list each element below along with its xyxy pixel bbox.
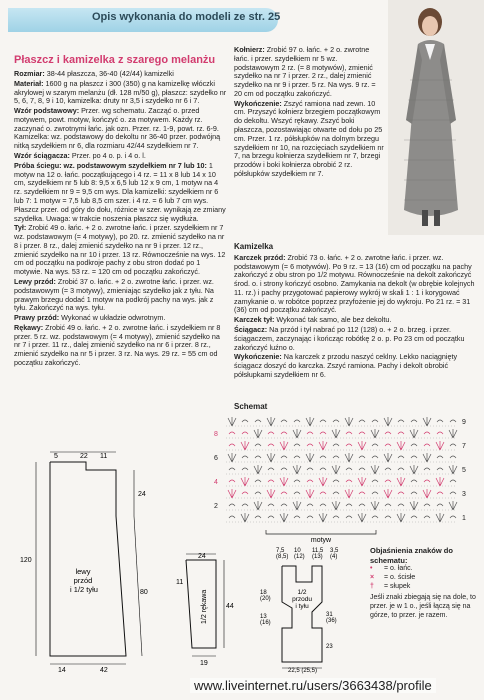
chart-row-number: 3 [462, 491, 466, 498]
left-text-column [14, 70, 228, 369]
stitch-symbol [333, 444, 339, 446]
stitch-symbol [385, 432, 391, 434]
stitch-symbol [450, 492, 456, 494]
stitch-symbol [255, 456, 261, 458]
stitch-symbol [359, 420, 365, 422]
stitch-symbol [358, 441, 366, 450]
stitch-symbol [294, 456, 300, 458]
stitch-symbol [255, 444, 261, 446]
vest-pattern [240, 546, 366, 676]
middle-text-column [234, 46, 384, 180]
stitch-symbol [255, 480, 261, 482]
stitch-symbol [307, 504, 313, 506]
vest-paragraph [234, 326, 478, 352]
stitch-symbol [332, 465, 340, 474]
coat-label: Prawy przód: [14, 313, 60, 323]
stitch-symbol [242, 420, 248, 422]
stitch-symbol [255, 516, 261, 518]
chart-legend [370, 546, 478, 621]
stitch-symbol [268, 444, 274, 446]
coat-dim-bottom-b: 42 [100, 667, 108, 672]
stitch-symbol [397, 477, 405, 486]
coat-mid-paragraph [234, 46, 384, 99]
stitch-symbol [385, 468, 391, 470]
stitch-symbol [333, 420, 339, 422]
coat-dim-right-b: 80 [140, 589, 148, 596]
stitch-symbol [306, 417, 314, 426]
stitch-symbol [254, 465, 262, 474]
stitch-symbol [397, 513, 405, 522]
vest-label: Karczek przód: [234, 252, 286, 262]
legend-title: Objaśnienia znaków do schematu: [370, 546, 453, 565]
stitch-symbol [398, 432, 404, 434]
stitch-symbol [372, 456, 378, 458]
stitch-symbol [398, 492, 404, 494]
stitch-symbol [241, 441, 249, 450]
stitch-symbol [267, 417, 275, 426]
stitch-symbol [241, 513, 249, 522]
coat-paragraph [14, 152, 228, 161]
coat-dim-height: 120 [20, 557, 32, 564]
chart-row-number: 1 [462, 515, 466, 522]
stitch-symbol [255, 492, 261, 494]
stitch-symbol [320, 468, 326, 470]
stitch-symbol [346, 504, 352, 506]
coat-front-pattern [14, 444, 172, 672]
vest-text: Na karczek z przodu naszyć ceklny. Lekko naciągnięty ściągacz doszyć do karczka. Zszyć ramiona. Pachy i dekolt obrobić półsłupkami szydełkiem nr 6. [234, 352, 458, 379]
stitch-symbol [280, 477, 288, 486]
stitch-symbol [411, 444, 417, 446]
legend-symbol-icon: × [370, 574, 375, 582]
stitch-symbol [294, 444, 300, 446]
sleeve-dim-left-a: 11 [176, 579, 184, 586]
chart-row-number: 5 [462, 467, 466, 474]
stitch-symbol [242, 456, 248, 458]
stitch-symbol [449, 465, 457, 474]
stitch-symbol [229, 468, 235, 470]
stitch-symbol [410, 465, 418, 474]
stitch-symbol [254, 429, 262, 438]
coat-label: Tył: [14, 223, 27, 233]
coat-label: Rozmiar: [14, 69, 45, 78]
stitch-symbol [320, 456, 326, 458]
vest-dim-right-b: 13 (16) [260, 614, 271, 626]
stitch-symbol [307, 468, 313, 470]
stitch-symbol [319, 477, 327, 486]
coat-text: Zrobić 49 o. łańc. + 2 o. zwrotne łańc. i przer. szydełkiem nr 7 wz. podstawowym (= 4 motywy), po 20. rz. zmienić szydełko na nr 8 i przer. 8 rz., dalej zmienić szydełko na nr 9 i przer. 12 rz., zmienić szydełko na nr 10 i przer. 13 rz. Równocześnie na wys. 12 cm od początku na podkroje pachy z obu stron dodać po 1 motywie. Na wys. 53 rz. = 120 cm od początku zakończyć. [14, 223, 226, 277]
sleeve-piece-label: 1/2 rękawa [201, 589, 208, 624]
stitch-symbol [229, 516, 235, 518]
stitch-symbol [359, 456, 365, 458]
stitch-symbol [306, 453, 314, 462]
stitch-symbol [281, 468, 287, 470]
coat-text: 38-44 płaszcza, 36-40 (42/44) kamizelki [44, 69, 174, 78]
stitch-symbol [398, 420, 404, 422]
article-subtitle: Płaszcz i kamizelka z szarego melanżu [14, 54, 216, 66]
coat-paragraph [14, 314, 228, 323]
stitch-symbol [306, 489, 314, 498]
legend-note: Jeśli znaki zbiegają się na dole, to przer. je w 1 o., jeśli łączą się na górze, to przer. je razem. [370, 594, 476, 619]
stitch-symbol [281, 432, 287, 434]
stitch-symbol [372, 480, 378, 482]
stitch-symbol [436, 441, 444, 450]
stitch-symbol [385, 504, 391, 506]
stitch-symbol [254, 501, 262, 510]
stitch-symbol [241, 477, 249, 486]
coat-paragraph [14, 80, 228, 106]
coat-label: Materiał: [14, 78, 44, 88]
coat-text: 1600 g na płaszcz i 300 (350) g na kamizelkę włóczki akrylowej w szarym melanżu (dł. 128 m/50 g), płaszcz: szydełko nr 5, 6, 7, 8, 9 i 10, kamizelka: druty nr 3,5 i szydełko nr 6 i 7. [14, 78, 227, 106]
stitch-symbol [424, 468, 430, 470]
stitch-symbol [372, 444, 378, 446]
vest-dim-top-d: 3,5 (4) [330, 548, 339, 560]
stitch-symbol [346, 468, 352, 470]
vest-text: Na przód i tył nabrać po 112 (128) o. + 2 o. brzeg. i przer. ściągaczem, zaczynając i kończąc robótkę 2 o. p. Po 23 cm od początku zakończyć luźno o. [234, 325, 465, 352]
stitch-symbol [450, 420, 456, 422]
stitch-symbol [281, 492, 287, 494]
stitch-symbol [397, 441, 405, 450]
stitch-symbol [293, 429, 301, 438]
stitch-symbol [359, 432, 365, 434]
vest-dim-top-c: 11,5 (13) [312, 548, 324, 560]
stitch-symbol [280, 441, 288, 450]
stitch-symbol [449, 429, 457, 438]
stitch-symbol [437, 492, 443, 494]
coat-text: Przer. wg schematu. Zacząć o. przed motywem, powt. motyw, kończyć o. za motywem. Każdy rz. zaczynać o. zwrotnymi łańc. jak ozn. Przer. rz. 1-9, powt. rz. 6-9. Kamizelka: wz. podstawowy do dekoltu nr 36-40 przer. podwójną nitką szydełkiem nr 6, dla rozmiaru 42/44 szydełkiem nr 7. [14, 106, 221, 151]
coat-mid-text: Zszyć ramiona nad zewn. 10 cm. Przyszyć kołnierz brzegiem początkowym do dekoltu. Wszyć rękawy. Zszyć boki płaszcza, pozostawiając otwarte od dołu po 25 cm. Przer. 1 rz. półsłupków na dolnym brzegu szydełkiem nr 10, na rozcięciach szydełkiem nr 7, na brzegu kołnierza szydełkiem nr 7, brzegi przodów i boki kołnierza obrobić 2 rz. półsłupków szydełkiem nr 7. [234, 98, 384, 178]
vest-instructions [234, 242, 478, 381]
vest-dim-top-b: 10 (12) [294, 548, 305, 560]
stitch-symbol [359, 504, 365, 506]
legend-symbol-icon: • [370, 565, 373, 573]
stitch-symbol [333, 456, 339, 458]
legend-item-text: = o. ścisłe [384, 574, 416, 582]
page-title: Opis wykonania do modeli ze str. 25 [92, 11, 281, 23]
coat-dim-bottom-a: 14 [58, 667, 66, 672]
stitch-symbol [294, 516, 300, 518]
stitch-symbol [372, 516, 378, 518]
vest-paragraph [234, 254, 478, 315]
chart-row-number: 4 [214, 479, 218, 486]
stitch-symbol [423, 489, 431, 498]
vest-dim-bottom-b: 23 [326, 644, 333, 650]
stitch-symbol [320, 492, 326, 494]
stitch-symbol [294, 492, 300, 494]
stitch-symbol [371, 465, 379, 474]
coat-paragraph [14, 278, 228, 313]
stitch-symbol [320, 420, 326, 422]
coat-label: Rękawy: [14, 322, 44, 332]
stitch-symbol [411, 516, 417, 518]
stitch-symbol [294, 420, 300, 422]
legend-item [370, 574, 478, 583]
vest-dim-bottom-a: 22,5 (25,5) [288, 668, 318, 674]
coat-dim-top-b: 11 [100, 453, 108, 460]
stitch-symbol [358, 477, 366, 486]
stitch-symbol [424, 516, 430, 518]
stitch-symbol [371, 501, 379, 510]
coat-mid-paragraph [234, 100, 384, 179]
coat-text: Zrobić 37 o. łańc. + 2 o. zwrotne łańc. i przer. wz. podstawowym (= 3 motywy), zmieniając szydełko jak z tyłu. Na prawym brzegu dodać 1 motyw na podkrój pachy na wys. jak z tyłu. Zakończyć na wys. tyłu. [14, 276, 214, 313]
stitch-symbol [372, 492, 378, 494]
vest-text: Zrobić 73 o. łańc. + 2 o. zwrotne łańc. i przer. wz. podstawowym (= 6 motywów). Po 9 rz. = 13 (16) cm od początku na pachy zakończyć z obu stron po 1/2 motywu. Równocześnie na dekolt zakończyć środ. o. i strony kończyć osobno. Zamykania na dekolt (w obrębie kolejnych 11. rz.) i pachy przygotować papierowy wykrój w skali 1 : 1 i korygować zamykanie o. w robótce poprzez przyfożenie jej do wykroju. Po 21 rz. = 31 (36) cm od początku zakończyć. [234, 252, 475, 315]
stitch-symbol [437, 432, 443, 434]
stitch-symbol [346, 516, 352, 518]
stitch-symbol [268, 480, 274, 482]
stitch-symbol [307, 444, 313, 446]
vest-label: Wykończenie: [234, 352, 282, 362]
stitch-symbol [385, 444, 391, 446]
stitch-symbol [424, 504, 430, 506]
stitch-symbol [437, 468, 443, 470]
coat-paragraph [14, 107, 228, 151]
stitch-symbol [411, 480, 417, 482]
stitch-symbol [346, 480, 352, 482]
stitch-symbol [385, 516, 391, 518]
motif-label: motyw [310, 537, 332, 544]
vest-dim-top-a: 7,5 (8,5) [276, 548, 289, 560]
stitch-symbol [359, 492, 365, 494]
legend-item [370, 583, 478, 592]
vest-paragraph [234, 353, 478, 379]
stitch-symbol [307, 432, 313, 434]
stitch-symbol [450, 516, 456, 518]
stitch-symbol [437, 420, 443, 422]
stitch-symbol [385, 480, 391, 482]
stitch-symbol [437, 504, 443, 506]
chart-row-number: 2 [214, 503, 218, 510]
stitch-symbol [437, 456, 443, 458]
chart-row-number: 8 [214, 431, 218, 438]
stitch-symbol [333, 480, 339, 482]
stitch-symbol [319, 513, 327, 522]
stitch-symbol [450, 480, 456, 482]
coat-label: Próba ściegu: wz. podstawowym szydełkiem nr 7 lub 10: [14, 160, 207, 170]
coat-mid-text: Zrobić 97 o. łańc. + 2 o. zwrotne łańc. i przer. szydełkiem nr 5 wz. podstawowym 2 rz. (= 8 motywów), zmienić szydełko na nr 7 i przer. 2 rz., dalej zmienić szydełko na nr 9 i przer. 5 rz. Na wys. 9 rz. = 20 cm od początku zakończyć. [234, 45, 376, 98]
chart-row-number: 7 [462, 443, 466, 450]
coat-label: Wzór ściągacza: [14, 151, 70, 161]
stitch-symbol [267, 489, 275, 498]
chart-row-number: 6 [214, 455, 218, 462]
stitch-symbol [424, 480, 430, 482]
stitch-symbol [267, 453, 275, 462]
stitch-symbol [332, 501, 340, 510]
stitch-symbol [280, 513, 288, 522]
vest-dim-left-a: 31 (36) [326, 612, 337, 624]
stitch-symbol [345, 417, 353, 426]
stitch-symbol [281, 456, 287, 458]
stitch-symbol [268, 432, 274, 434]
stitch-symbol [411, 492, 417, 494]
vest-label: Ściągacz: [234, 325, 268, 334]
stitch-symbol [229, 504, 235, 506]
stitch-symbol [410, 501, 418, 510]
stitch-symbol [228, 417, 236, 426]
stitch-symbol [449, 501, 457, 510]
coat-text: Zrobić 49 o. łańc. + 2 o. zwrotne łańc. i szydełkiem nr 8 przer. 5 rz. wz. podstawowym (= 4 motywy), zmienić szydełko na nr 7 i przer. 11 rz., dalej zmienić szydełko na nr 6 i przer. 8 rz., zmienić szydełko na nr 5 i przer. 3 rz. Na wys. 29 rz. = 55 cm od początku zakończyć. [14, 322, 221, 367]
stitch-symbol [320, 504, 326, 506]
coat-text: 1 motyw na 12 o. łańc. początkującego i 4 rz. = 11 x 8 lub 14 x 10 cm, szydełkiem nr 5 lub 8: 9,5 x 6,5 lub 12 x 9 cm, 1 motyw na 4 rz. szydełkiem nr 9 = 9,5 cm wys. Dla kamizelki: szydełkiem nr 6 lub 7: 1 motyw = 7,5 lub 8,5 cm szer. i 4 rz. = 6 lub 7 cm wys. Płaszcz przer. od góry do dołu, różnice w szer. wynikają ze zmiany szydełka. Uwaga: w trakcie noszenia płaszcz się wydłuża. [14, 160, 226, 223]
chart-row-number: 9 [462, 419, 466, 426]
model-photo [388, 0, 484, 235]
stitch-symbol [332, 429, 340, 438]
crochet-chart [212, 410, 480, 544]
stitch-symbol [436, 477, 444, 486]
stitch-symbol [371, 429, 379, 438]
stitch-symbol [242, 504, 248, 506]
stitch-symbol [320, 432, 326, 434]
coat-label: Wzór podstawowy: [14, 106, 80, 116]
stitch-symbol [372, 420, 378, 422]
stitch-symbol [424, 444, 430, 446]
stitch-symbol [411, 456, 417, 458]
stitch-symbol [242, 492, 248, 494]
sleeve-dim-bottom: 19 [200, 660, 208, 667]
stitch-symbol [229, 480, 235, 482]
coat-dim-left-top: 5 [54, 453, 58, 460]
coat-paragraph [14, 70, 228, 79]
sleeve-dim-top: 24 [198, 553, 206, 560]
stitch-symbol [359, 468, 365, 470]
stitch-symbol [294, 480, 300, 482]
stitch-symbol [384, 453, 392, 462]
stitch-symbol [436, 513, 444, 522]
stitch-symbol [281, 420, 287, 422]
source-watermark[interactable]: www.liveinternet.ru/users/3663438/profile [190, 678, 436, 693]
stitch-symbol [319, 441, 327, 450]
legend-item-text: = o. łańc. [384, 565, 413, 573]
stitch-symbol [410, 429, 418, 438]
coat-text: Wykonać w układzie odwrotnym. [59, 313, 166, 323]
coat-piece-label: lewy przód i 1/2 tyłu [70, 567, 98, 594]
stitch-symbol [358, 513, 366, 522]
sleeve-dim-height: 44 [226, 603, 234, 610]
stitch-symbol [268, 468, 274, 470]
coat-mid-label: Kołnierz: [234, 45, 265, 54]
stitch-symbol [450, 456, 456, 458]
stitch-symbol [411, 420, 417, 422]
coat-paragraph [14, 324, 228, 368]
stitch-symbol [255, 420, 261, 422]
stitch-symbol [398, 456, 404, 458]
stitch-symbol [346, 432, 352, 434]
stitch-symbol [423, 453, 431, 462]
vest-piece-label: 1/2 przodu i tyłu [292, 589, 312, 610]
coat-label: Lewy przód: [14, 276, 56, 286]
stitch-symbol [384, 489, 392, 498]
coat-paragraph [14, 224, 228, 277]
stitch-symbol [450, 444, 456, 446]
vest-text: Wykonać tak samo, ale bez dekoltu. [274, 315, 392, 325]
stitch-symbol [345, 453, 353, 462]
stitch-symbol [242, 468, 248, 470]
legend-symbol-icon: † [370, 583, 374, 591]
coat-mid-label: Wykończenie: [234, 98, 282, 108]
stitch-symbol [307, 480, 313, 482]
stitch-symbol [398, 504, 404, 506]
coat-paragraph [14, 162, 228, 223]
vest-paragraph [234, 316, 478, 325]
stitch-symbol [346, 444, 352, 446]
coat-dim-top-a: 22 [80, 453, 88, 460]
stitch-symbol [242, 432, 248, 434]
stitch-symbol [333, 516, 339, 518]
stitch-symbol [384, 417, 392, 426]
legend-item [370, 565, 478, 574]
stitch-symbol [345, 489, 353, 498]
stitch-symbol [307, 516, 313, 518]
stitch-symbol [268, 504, 274, 506]
sleeve-pattern [176, 548, 238, 668]
stitch-symbol [281, 504, 287, 506]
legend-item-text: = słupek [384, 583, 411, 591]
stitch-symbol [293, 465, 301, 474]
stitch-symbol [229, 444, 235, 446]
stitch-symbol [333, 492, 339, 494]
stitch-symbol [228, 453, 236, 462]
vest-label: Karczek tył: [234, 315, 275, 325]
stitch-symbol [424, 432, 430, 434]
coat-dim-right-a: 24 [138, 491, 146, 498]
vest-dim-right-a: 18 (20) [260, 590, 271, 602]
stitch-symbol [229, 432, 235, 434]
stitch-symbol [398, 468, 404, 470]
stitch-symbol [228, 489, 236, 498]
stitch-symbol [293, 501, 301, 510]
stitch-symbol [268, 516, 274, 518]
stitch-symbol [423, 417, 431, 426]
motif-bracket [266, 530, 376, 534]
vest-heading: Kamizelka [234, 242, 274, 251]
schematic-title: Schemat [234, 402, 268, 411]
coat-text: Przer. po 4 o. p. i 4 o. l. [69, 151, 146, 161]
